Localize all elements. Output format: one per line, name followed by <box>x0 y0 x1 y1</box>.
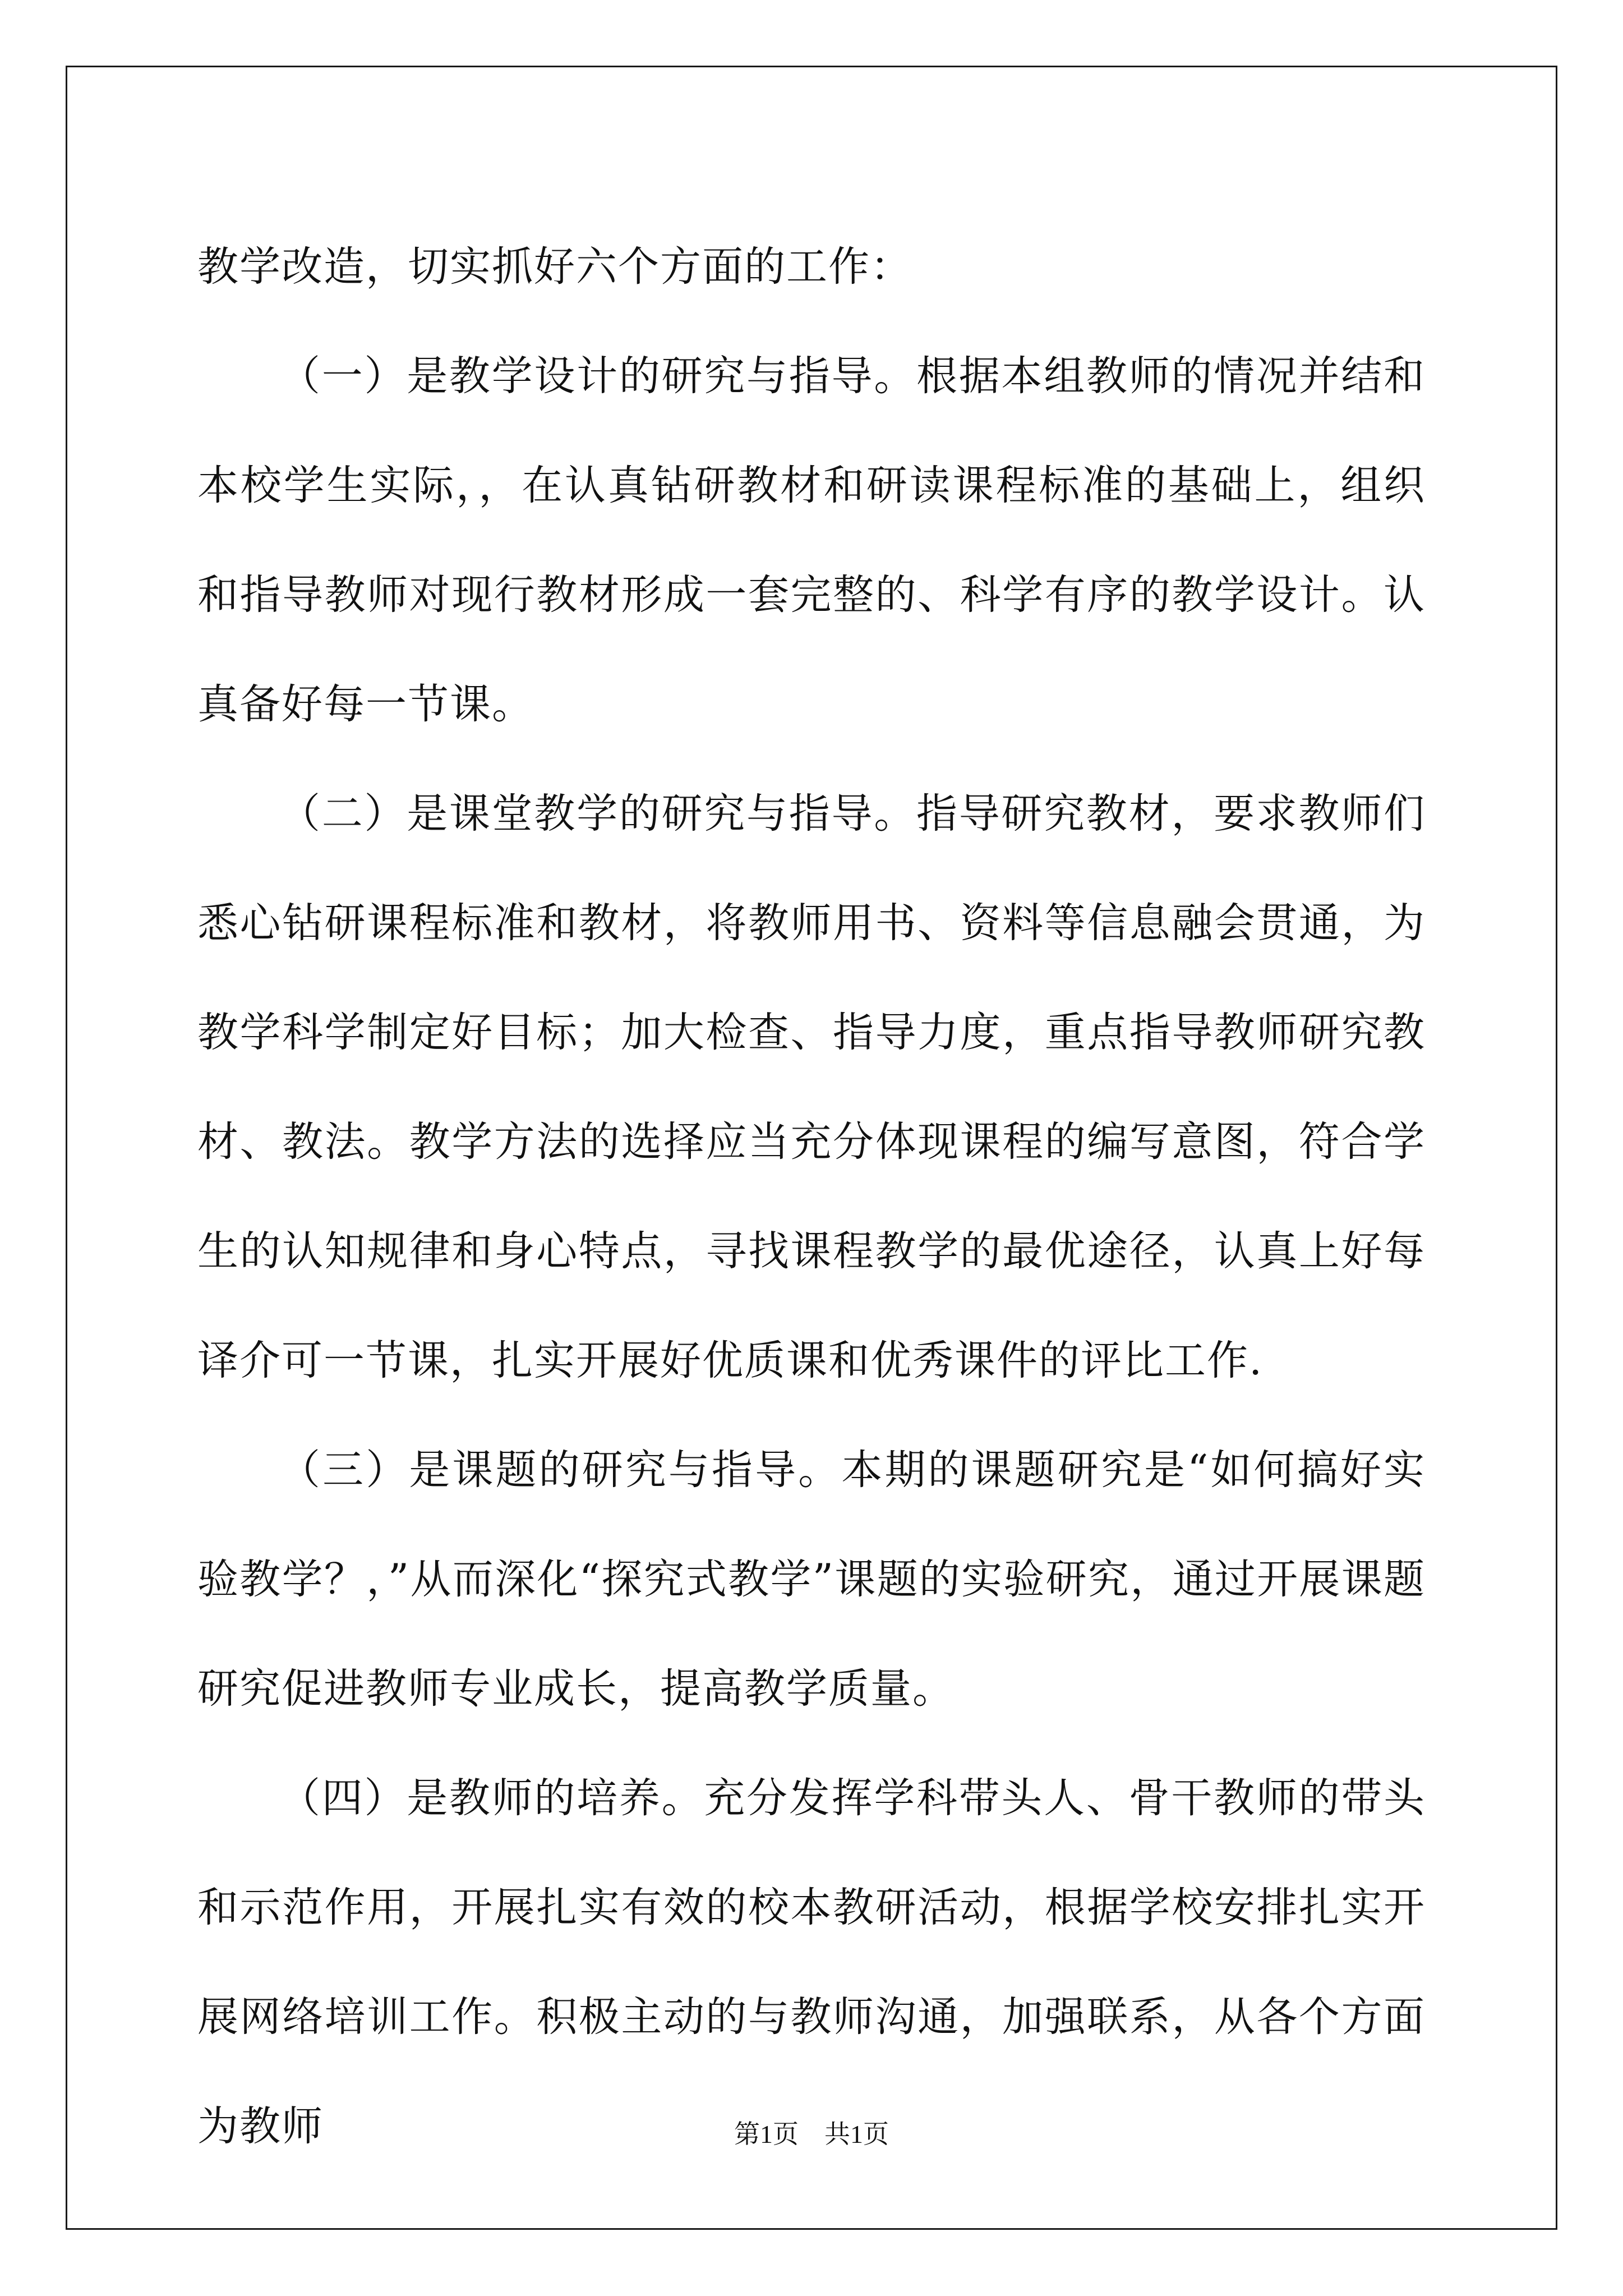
paragraph-item-2: （二）是课堂教学的研究与指导。指导研究教材，要求教师们悉心钻研课程标准和教材，将教师用书、资料等信息融会贯通，为教学科学制定好目标；加大检查、指导力度，重点指导教师研究教材、教法。教学方法的选择应当充分体现课程的编写意图，符合学生的认知规律和身心特点，寻找课程教学的最优途径，认真上好每译介可一节课，扎实开展好优质课和优秀课件的评比工作. <box>197 790 1426 1384</box>
paragraph-item-4: （四）是教师的培养。充分发挥学科带头人、骨干教师的带头和示范作用，开展扎实有效的校本教研活动，根据学校安排扎实开展网络培训工作。积极主动的与教师沟通，加强联系，从各个方面为教师 <box>197 1774 1426 2150</box>
paragraph-item-3: （三）是课题的研究与指导。本期的课题研究是“如何搞好实验教学？，”从而深化“探究式教学”课题的实验研究，通过开展课题研究促进教师专业成长，提高教学质量。 <box>197 1446 1426 1713</box>
paragraph-item-1: （一）是教学设计的研究与指导。根据本组教师的情况并结和本校学生实际，，在认真钻研教材和研读课程标准的基础上，组织和指导教师对现行教材形成一套完整的、科学有序的教学设计。认真备好每一节课。 <box>197 352 1426 728</box>
page-number-total: 共1页 <box>824 2120 889 2148</box>
page-number-current: 第1页 <box>734 2120 799 2148</box>
paragraph-intro: 教学改造，切实抓好六个方面的工作： <box>197 243 912 291</box>
page-footer <box>0 2114 1623 2151</box>
document-body <box>197 212 1426 2181</box>
